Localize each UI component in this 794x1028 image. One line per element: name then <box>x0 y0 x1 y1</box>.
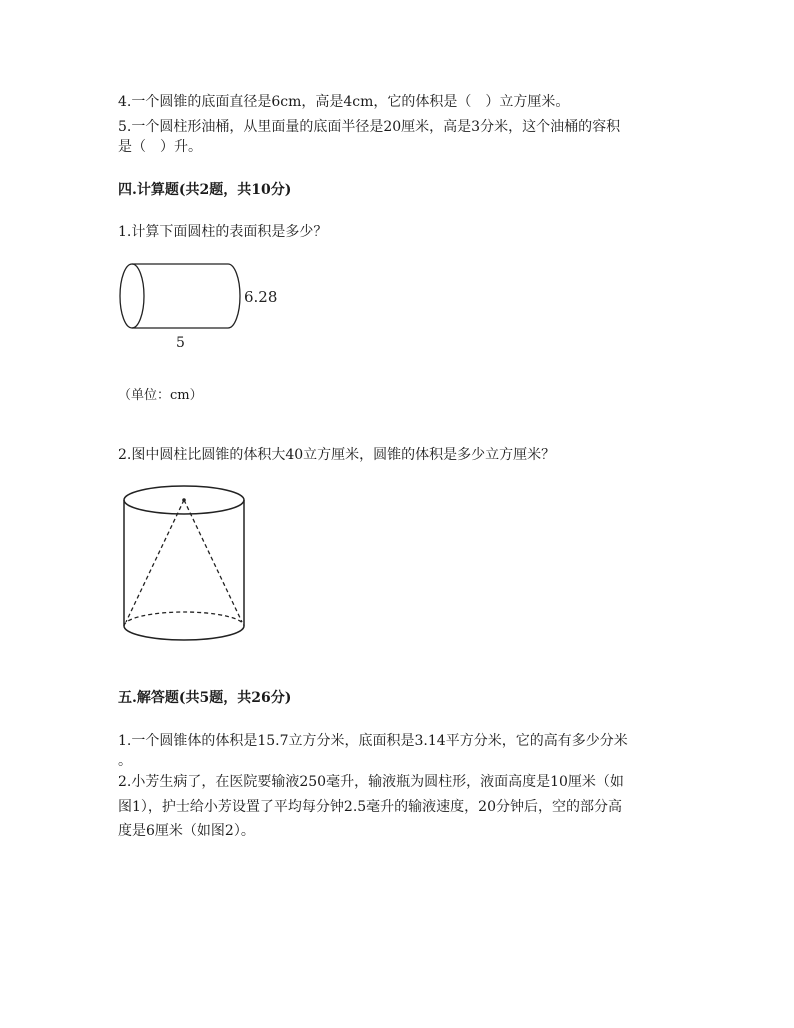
answer-question-2-line-3: 度是6厘米（如图2）。 <box>118 823 255 839</box>
answer-question-1-line-1: 1.一个圆锥体的体积是15.7立方分米，底面积是3.14平方分米，它的高有多少分米 <box>118 733 628 749</box>
answer-question-2-line-1: 2.小芳生病了，在医院要输液250毫升，输液瓶为圆柱形，液面高度是10厘米（如 <box>118 774 624 790</box>
calc-question-2: 2.图中圆柱比圆锥的体积大40立方厘米，圆锥的体积是多少立方厘米？ <box>118 447 556 463</box>
question-4: 4.一个圆锥的底面直径是6cm，高是4cm，它的体积是（ ）立方厘米。 <box>118 94 570 110</box>
cylinder-base-front <box>124 626 244 640</box>
cylinder-body <box>132 264 240 328</box>
cone-right-edge <box>184 500 242 622</box>
circumference-label: 6.28 <box>244 288 278 306</box>
section-4-heading: 四.计算题(共2题，共10分) <box>118 182 292 198</box>
question-5-line-1: 5.一个圆柱形油桶，从里面量的底面半径是20厘米，高是3分米，这个油桶的容积 <box>118 119 621 135</box>
cylinder-left-end <box>120 264 144 328</box>
cylinder-with-cone-figure <box>116 482 256 646</box>
section-5-heading: 五.解答题(共5题，共26分) <box>118 690 292 706</box>
cylinder-base-back <box>124 612 244 626</box>
answer-question-1-line-2: 。 <box>118 753 132 769</box>
unit-note: （单位：cm） <box>118 388 203 403</box>
length-label: 5 <box>176 335 185 351</box>
horizontal-cylinder-figure <box>110 258 290 354</box>
question-5-line-2: 是（ ）升。 <box>118 139 202 155</box>
cone-apex <box>182 498 186 502</box>
calc-question-1: 1.计算下面圆柱的表面积是多少？ <box>118 224 328 240</box>
cone-left-edge <box>126 500 184 622</box>
answer-question-2-line-2: 图1），护士给小芳设置了平均每分钟2.5毫升的输液速度，20分钟后，空的部分高 <box>118 799 622 815</box>
